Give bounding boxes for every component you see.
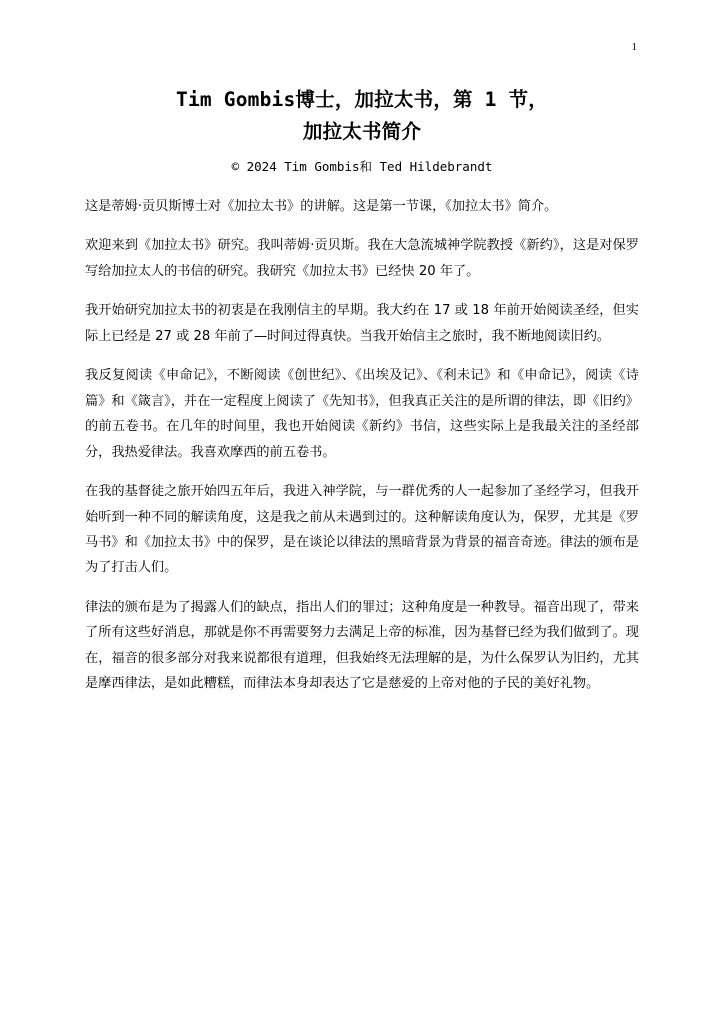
page-title-line-1: Tim Gombis博士，加拉太书，第 1 节， [176, 88, 548, 111]
document-body [85, 176, 639, 697]
paragraph: 我开始研究加拉太书的初衷是在我刚信主的早期。我大约在 17 或 18 年前开始阅读圣经，但实际上已经是 27 或 28 年前了—时间过得真快。当我开始信主之旅时，我不断地阅读旧约。 [85, 303, 639, 344]
paragraph: 律法的颁布是为了揭露人们的缺点，指出人们的罪过；这种角度是一种教导。福音出现了，带来了所有这些好消息，那就是你不再需要努力去满足上帝的标准，因为基督已经为我们做到了。现在，福音的很多部分对我来说都很有道理，但我始终无法理解的是，为什么保罗认为旧约，尤其是摩西律法，是如此糟糕，而律法本身却表达了它是慈爱的上帝对他的子民的美好礼物。 [85, 599, 639, 692]
page-title [85, 0, 639, 148]
paragraph: 欢迎来到《加拉太书》研究。我叫蒂姆·贡贝斯。我在大急流城神学院教授《新约》，这是对保罗写给加拉太人的书信的研究。我研究《加拉太书》已经快 20 年了。 [85, 238, 639, 279]
paragraph: 在我的基督徒之旅开始四五年后，我进入神学院，与一群优秀的人一起参加了圣经学习，但我开始听到一种不同的解读角度，这是我之前从未遇到过的。这种解读角度认为，保罗，尤其是《罗马书》和《加拉太书》中的保罗，是在谈论以律法的黑暗背景为背景的福音奇迹。律法的颁布是为了打击人们。 [85, 484, 639, 576]
copyright-line: © 2024 Tim Gombis和 Ted Hildebrandt [231, 159, 493, 175]
paragraph: 这是蒂姆·贡贝斯博士对《加拉太书》的讲解。这是第一节课，《加拉太书》简介。 [85, 198, 558, 214]
page-number: 1 [631, 41, 637, 53]
page-title-line-2: 加拉太书简介 [302, 120, 422, 144]
paragraph: 我反复阅读《申命记》，不断阅读《创世纪》、《出埃及记》、《利未记》和《申命记》，阅读《诗篇》和《箴言》，并在一定程度上阅读了《先知书》，但我真正关注的是所谓的律法，即《旧约》的前五卷书。在几年的时间里，我也开始阅读《新约》书信，这些实际上是我最关注的圣经部分，我热爱律法。我喜欢摩西的前五卷书。 [85, 368, 639, 460]
